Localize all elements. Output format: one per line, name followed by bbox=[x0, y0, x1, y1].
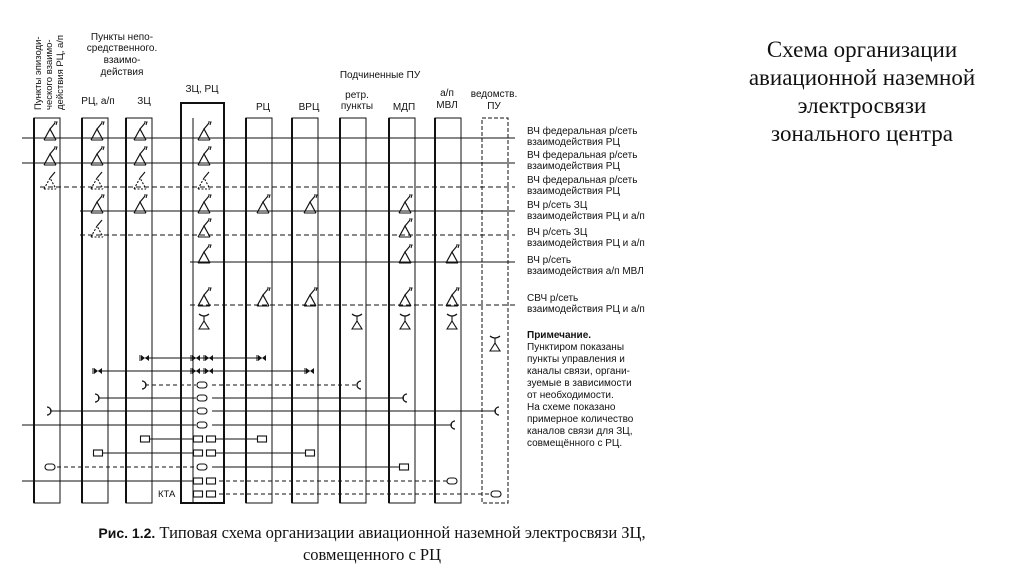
note-line-8: каналов связи для ЗЦ, bbox=[527, 426, 633, 437]
legend-4-line2: взаимодействия РЦ и а/п bbox=[527, 211, 645, 222]
caption-line-2: совмещенного с РЦ bbox=[302, 545, 442, 564]
group-direct-line4: действия bbox=[100, 67, 144, 78]
figure-number: Рис. 1.2. bbox=[98, 525, 156, 541]
note-line-3: каналы связи, органи- bbox=[527, 366, 630, 377]
legend-6-line1: ВЧ р/сеть bbox=[527, 255, 572, 266]
note-title: Примечание. bbox=[527, 330, 592, 341]
title-line-1: Схема организации bbox=[766, 37, 958, 62]
legend-4-line1: ВЧ р/сеть ЗЦ bbox=[527, 200, 588, 211]
col-zc-rc-label: ЗЦ, РЦ bbox=[185, 84, 219, 95]
note bbox=[527, 330, 634, 449]
caption-line-1: Типовая схема организации авиационной наземной электросвязи ЗЦ, bbox=[159, 523, 646, 542]
title-line-2: авиационной наземной bbox=[748, 65, 976, 90]
svg-text:Пункты эпизоди- bbox=[33, 36, 44, 110]
legend-1-line1: ВЧ федеральная р/сеть bbox=[527, 126, 638, 137]
title-line-4: зонального центра bbox=[771, 121, 953, 146]
legend-3-line1: ВЧ федеральная р/сеть bbox=[527, 175, 638, 186]
legend-5-line1: ВЧ р/сеть ЗЦ bbox=[527, 227, 588, 238]
legend-2-line2: взаимодействия РЦ bbox=[527, 161, 620, 172]
col-rc-ap-label: РЦ, а/п bbox=[81, 96, 115, 107]
col-mvl-line1: а/п bbox=[440, 88, 454, 99]
channel-lines bbox=[22, 358, 496, 494]
col-mdp-label: МДП bbox=[392, 102, 416, 113]
legend-3-line2: взаимодействия РЦ bbox=[527, 186, 620, 197]
col-episodic-line1: Пункты эпизоди- bbox=[33, 36, 44, 110]
col-mvl-line2: МВЛ bbox=[436, 100, 458, 111]
legend-2-line1: ВЧ федеральная р/сеть bbox=[527, 150, 638, 161]
col-vrc-label: ВРЦ bbox=[298, 102, 320, 113]
col-episodic-line3: действия РЦ, а/п bbox=[55, 34, 66, 110]
group-header-direct bbox=[87, 32, 157, 78]
col-retr-line1: ретр. bbox=[345, 90, 369, 101]
legend-6-line2: взаимодействия а/п МВЛ bbox=[527, 266, 644, 277]
col-zc-label: ЗЦ bbox=[137, 96, 151, 107]
legend-1-line2: взаимодействия РЦ bbox=[527, 137, 620, 148]
legend-5-line2: взаимодействия РЦ и а/п bbox=[527, 238, 645, 249]
col-dept-line1: ведомств. bbox=[470, 89, 518, 100]
figure-caption bbox=[22, 522, 722, 565]
col-episodic-line2: ческого взаимо- bbox=[44, 39, 55, 110]
note-line-6: На схеме показано bbox=[527, 402, 616, 413]
legend-7-line2: взаимодействия РЦ и а/п bbox=[527, 304, 645, 315]
slide-title bbox=[712, 36, 1012, 148]
col-retr-line2: пункты bbox=[340, 101, 374, 112]
legend bbox=[527, 125, 645, 315]
note-line-7: примерное количество bbox=[527, 414, 634, 425]
channel-symbols bbox=[45, 355, 501, 497]
group-direct-line1: Пункты непо- bbox=[90, 32, 154, 43]
col-dept-line2: ПУ bbox=[487, 101, 501, 112]
note-line-1: Пунктиром показаны bbox=[527, 342, 625, 353]
kta-label: КТА bbox=[158, 489, 176, 500]
note-line-5: от необходимости. bbox=[527, 390, 614, 401]
column-header-episodic bbox=[33, 35, 66, 110]
note-line-2: пункты управления и bbox=[527, 354, 625, 365]
note-line-4: зуемые в зависимости bbox=[527, 378, 632, 389]
svg-text:действия РЦ, а/п bbox=[55, 35, 66, 110]
col-rc-label: РЦ bbox=[255, 102, 271, 113]
group-direct-line2: средственного. bbox=[86, 43, 158, 54]
group-direct-line3: взаимо- bbox=[103, 55, 141, 66]
note-line-9: совмещённого с РЦ. bbox=[527, 438, 623, 449]
network-lines bbox=[22, 138, 515, 305]
legend-7-line1: СВЧ р/сеть bbox=[527, 293, 579, 304]
svg-text:ческого взаимо- bbox=[44, 39, 55, 110]
title-line-3: электросвязи bbox=[797, 93, 927, 118]
group-subordinate-label: Подчиненные ПУ bbox=[339, 70, 421, 81]
